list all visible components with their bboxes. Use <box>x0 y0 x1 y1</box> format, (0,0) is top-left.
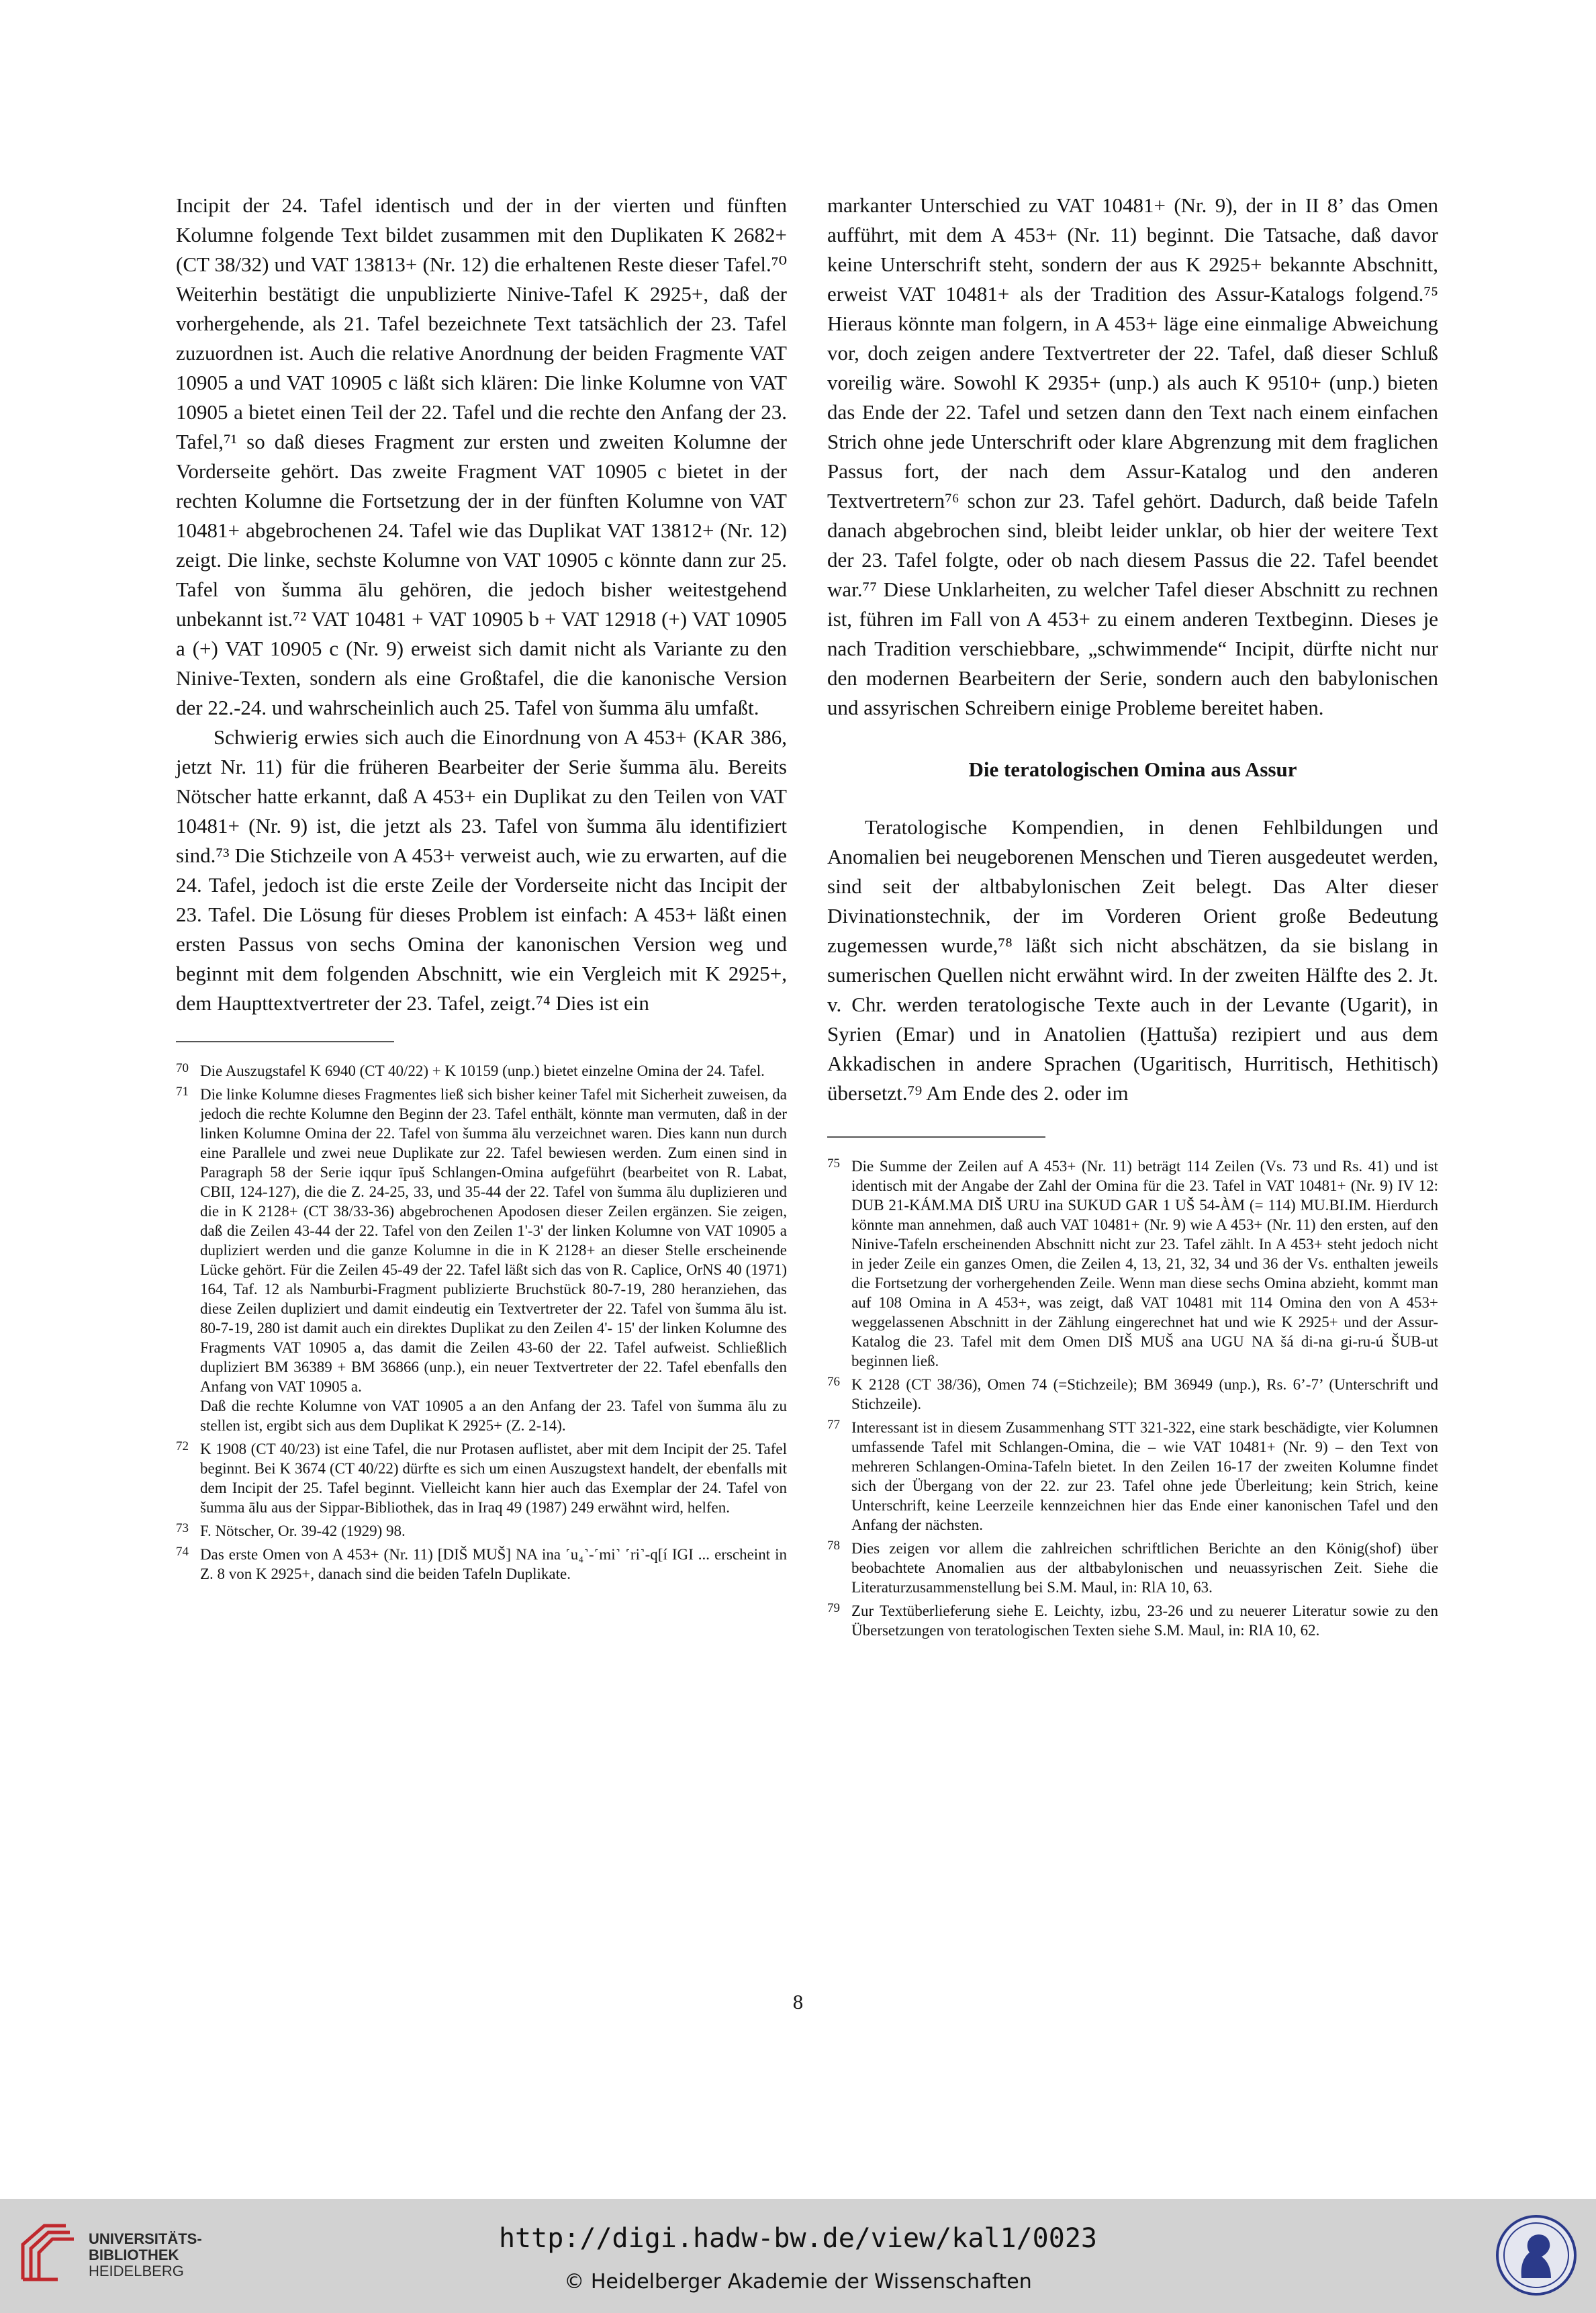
footnote <box>827 1539 1438 1597</box>
academy-seal[interactable] <box>1495 2214 1578 2300</box>
footnote-number: 71 <box>176 1085 189 1099</box>
logo-line: BIBLIOTHEK <box>89 2247 179 2263</box>
footnote-text: Zur Textüberlieferung siehe E. Leichty, izbu, 23-26 und zu neuerer Literatur sowie zu den Übersetzungen von teratologischen Texten siehe S.M. Maul, in: RlA 10, 62. <box>851 1602 1438 1639</box>
footnote-number: 78 <box>827 1539 840 1553</box>
footnote-text: Dies zeigen vor allem die zahlreichen schriftlichen Berichte an den König(shof) über beobachtete Anomalien aus der altbabylonischen und neuassyrischen Zeit. Siehe die Literaturzusammenstellung bei S.M. Maul, in: RlA 10, 63. <box>851 1540 1438 1596</box>
footer-copyright: © Heidelberger Akademie der Wissenschaften <box>564 2270 1032 2294</box>
left-column <box>176 191 787 1588</box>
footnote-text: Das erste Omen von A 453+ (Nr. 11) [DIŠ MUŠ] NA ina ˹u₄˺-˹mi˺ ˹ri˺-q[í IGI ... erscheint in Z. 8 von K 2925+, danach sind die beiden Tafeln Duplikate. <box>200 1546 787 1582</box>
footnote-text: K 2128 (CT 38/36), Omen 74 (=Stichzeile); BM 36949 (unp.), Rs. 6’-7’ (Unterschrift und Stichzeile). <box>851 1376 1438 1412</box>
footnote <box>176 1085 787 1435</box>
logo-line: HEIDELBERG <box>89 2263 184 2279</box>
footnote <box>827 1418 1438 1535</box>
footnote-number: 76 <box>827 1375 840 1389</box>
right-body <box>827 191 1438 1108</box>
footnote-number: 70 <box>176 1061 189 1075</box>
section-heading: Die teratologischen Omina aus Assur <box>968 758 1297 781</box>
footnote-number: 73 <box>176 1521 189 1535</box>
right-footnotes <box>827 1156 1438 1640</box>
footnote-number: 74 <box>176 1545 189 1559</box>
left-body <box>176 191 787 1018</box>
body-paragraph: Schwierig erwies sich auch die Einordnung von A 453+ (KAR 386, jetzt Nr. 11) für die früheren Bearbeiter der Serie šumma ālu. Bereits Nötscher hatte erkannt, daß A 453+ ein Duplikat zu den Teilen von VAT 10481+ (Nr. 9) ist, die jetzt als 23. Tafel von šumma ālu identifiziert sind.⁷³ Die Stichzeile von A 453+ verweist auch, wie zu erwarten, auf die 24. Tafel, jedoch ist die erste Zeile der Vorderseite nicht das Incipit der 23. Tafel. Die Lösung für dieses Problem ist einfach: A 453+ läßt einen ersten Passus von sechs Omina der kanonischen Version weg und beginnt mit dem folgenden Abschnitt, wie ein Vergleich mit K 2925+, dem Haupttextvertreter der 23. Tafel, zeigt.⁷⁴ Dies ist ein <box>176 725 787 1015</box>
left-footnotes <box>176 1061 787 1584</box>
footnote-number: 72 <box>176 1439 189 1453</box>
footnote <box>176 1545 787 1584</box>
footer-url-link[interactable]: http://digi.hadw-bw.de/view/kal1/0023 <box>498 2223 1098 2254</box>
footnote-text: K 1908 (CT 40/23) ist eine Tafel, die nur Protasen auflistet, aber mit dem Incipit der 25. Tafel beginnt. Bei K 3674 (CT 40/22) dürfte es sich um einen Auszugstext handelt, der ebenfalls mit dem Incipit der 25. Tafel beginnt. Vielleicht kann hier auch das Exemplar der 24. Tafel von šumma ālu aus der Sippar-Bibliothek, das in Iraq 49 (1987) 249 erwähnt wird, helfen. <box>200 1441 787 1516</box>
footnote-continuation: Daß die rechte Kolumne von VAT 10905 a an den Anfang der 23. Tafel von šumma ālu zu stellen ist, ergibt sich aus dem Duplikat K 2925+ (Z. 2-14). <box>200 1398 787 1434</box>
footnote <box>176 1521 787 1541</box>
footnote <box>176 1439 787 1517</box>
footnote <box>827 1375 1438 1414</box>
footnote-number: 79 <box>827 1601 840 1615</box>
footnote-text: Die Summe der Zeilen auf A 453+ (Nr. 11) beträgt 114 Zeilen (Vs. 73 und Rs. 41) und ist identisch mit der Angabe der Zahl der Omina für die 23. Tafel in VAT 10481+ (Nr. 9) IV 12: DUB 21-KÁM.MA DIŠ URU ina SUKUD GAR 1 UŠ 54-ÀM (= 114) MU.BI.IM. Hierdurch könnte man annehmen, daß auch VAT 10481+ (Nr. 9) wie A 453+ (Nr. 11) den ersten, auf den Ninive-Tafeln erscheinenden Abschnitt nicht zur 23. Tafel zählt. In A 453+ steht jedoch nicht in jeder Zeile ein ganzes Omen, die Zeilen 4, 13, 21, 32, 34 und 36 der Vs. enthalten jeweils die Fortsetzung der vorhergehenden Zeile. Wenn man diese sechs Omina abzieht, kommt man auf 108 Omina in A 453+, was zeigt, daß VAT 10481 mit 114 Omina den von A 453+ weggelassenen Abschnitt in der Zählung eingerechnet hat und wie K 2925+ und der Assur-Katalog die 23. Tafel mit dem Omen DIŠ MUŠ ana UGU NA šá di-na gi-ru-ú ŠUB-ut beginnen ließ. <box>851 1158 1438 1369</box>
logo-line: UNIVERSITÄTS- <box>89 2230 202 2247</box>
footnote-text: F. Nötscher, Or. 39-42 (1929) 98. <box>200 1523 406 1539</box>
footer-bar <box>0 2199 1596 2313</box>
footnote <box>176 1061 787 1081</box>
footnote <box>827 1156 1438 1371</box>
body-paragraph: Incipit der 24. Tafel identisch und der in der vierten und fünften Kolumne folgende Text bildet zusammen mit den Duplikaten K 2682+ (CT 38/32) und VAT 13813+ (Nr. 12) die erhaltenen Reste dieser Tafel.⁷⁰ Weiterhin bestätigt die unpublizierte Ninive-Tafel K 2925+, daß der vorhergehende, als 21. Tafel bezeichnete Text tatsächlich der 23. Tafel zuzuordnen ist. Auch die relative Anordnung der beiden Fragmente VAT 10905 a und VAT 10905 c läßt sich klären: Die linke Kolumne von VAT 10905 a bietet einen Teil der 22. Tafel und die rechte den Anfang der 23. Tafel,⁷¹ so daß dieses Fragment zur ersten und zweiten Kolumne der Vorderseite gehört. Das zweite Fragment VAT 10905 c bietet in der rechten Kolumne die Fortsetzung der in der fünften Kolumne von VAT 10481+ abgebrochenen 24. Tafel wie das Duplikat VAT 13812+ (Nr. 12) zeigt. Die linke, sechste Kolumne von VAT 10905 c könnte dann zur 25. Tafel von šumma ālu gehören, die jedoch bisher weitestgehend unbekannt ist.⁷² VAT 10481 + VAT 10905 b + VAT 12918 (+) VAT 10905 a (+) VAT 10905 c (Nr. 9) erweist sich damit nicht als Variante zu den Ninive-Texten, sondern als eine Großtafel, die die kanonische Version der 22.-24. und wahrscheinlich auch 25. Tafel von šumma ālu umfaßt. <box>176 193 787 719</box>
footnote-text: Interessant ist in diesem Zusammenhang STT 321-322, eine stark beschädigte, vier Kolumnen umfassende Tafel mit Schlangen-Omina, die – wie VAT 10481+ (Nr. 9) – den Text von mehreren Schlangen-Omina-Tafeln bietet. In den Zeilen 16-17 der zweiten Kolumne findet sich der Übergang von der 22. zur 23. Tafel ohne jede Überleitung; kein Strich, keine Unterschrift, keine Leerzeile kennzeichnen hier das Ende einer kanonischen Tafel und den Anfang der nächsten. <box>851 1419 1438 1533</box>
academy-seal-icon <box>1495 2214 1578 2297</box>
footnote-text: Die Auszugstafel K 6940 (CT 40/22) + K 10159 (unp.) bietet einzelne Omina der 24. Tafel. <box>200 1062 765 1079</box>
footnote-number: 75 <box>827 1156 840 1171</box>
page-number: 8 <box>792 1990 804 2013</box>
footnote <box>827 1601 1438 1640</box>
body-paragraph: Teratologische Kompendien, in denen Fehlbildungen und Anomalien bei neugeborenen Menschen und Tieren ausgedeutet werden, sind seit der altbabylonischen Zeit belegt. Das Alter dieser Divinationstechnik, der im Vorderen Orient große Bedeutung zugemessen wurde,⁷⁸ läßt sich nicht abschätzen, da sie bislang in sumerischen Quellen nicht erwähnt wird. In der zweiten Hälfte des 2. Jt. v. Chr. werden teratologische Texte auch in der Levante (Ugarit), in Syrien (Emar) und in Anatolien (Ḫattuša) rezipiert und aus dem Akkadischen in andere Sprachen (Ugaritisch, Hurritisch, Hethitisch) übersetzt.⁷⁹ Am Ende des 2. oder im <box>827 815 1438 1105</box>
footnote-number: 77 <box>827 1418 840 1432</box>
body-paragraph: markanter Unterschied zu VAT 10481+ (Nr. 9), der in II 8’ das Omen aufführt, mit dem A 453+ (Nr. 11) beginnt. Die Tatsache, daß davor keine Unterschrift steht, sondern der aus K 2925+ bekannte Abschnitt, erweist VAT 10481+ als der Tradition des Assur-Katalogs folgend.⁷⁵ Hieraus könnte man folgern, in A 453+ läge eine einmalige Abweichung vor, doch zeigen andere Textvertreter der 22. Tafel, daß dieser Schluß voreilig wäre. Sowohl K 2935+ (unp.) als auch K 9510+ (unp.) bieten das Ende der 22. Tafel und setzen dann den Text nach einem einfachen Strich ohne jede Unterschrift oder klare Abgrenzung mit dem fraglichen Passus fort, der nach dem Assur-Katalog und den anderen Textvertretern⁷⁶ schon zur 23. Tafel gehört. Dadurch, daß beide Tafeln danach abgebrochen sind, bleibt leider unklar, ob hier der weitere Text der 23. Tafel folgte, oder ob nach diesem Passus die 22. Tafel beendet war.⁷⁷ Diese Unklarheiten, zu welcher Tafel dieser Abschnitt zu rechnen ist, führen im Fall von A 453+ zu einem anderen Textbeginn. Dieses je nach Tradition verschiebbare, „schwimmende“ Incipit, dürfte nicht nur den modernen Bearbeitern der Serie, sondern auch den babylonischen und assyrischen Schreibern einige Probleme bereitet haben. <box>827 193 1438 719</box>
footnote-text: Die linke Kolumne dieses Fragmentes ließ sich bisher keiner Tafel mit Sicherheit zuweisen, da jedoch die rechte Kolumne den Beginn der 23. Tafel enthält, könnte man vermuten, daß in der linken Kolumne Omina der 22. Tafel von šumma ālu verzeichnet waren. Dies kann nun durch eine Parallele und zwei neue Duplikate zur 22. Tafel bewiesen werden. Zum einen sind in Paragraph 58 der Serie iqqur īpuš Schlangen-Omina aufgeführt (bearbeitet von R. Labat, CBII, 124-127), die die Z. 24-25, 33, und 35-44 der 22. Tafel von šumma ālu duplizieren und die in K 2128+ (CT 38/33-36) abgebrochenen Apodosen dieser Zeilen ergänzen. Sie zeigen, daß die Zeilen 43-44 der 22. Tafel von den Zeilen 1'-3' der linken Kolumne von VAT 10905 a dupliziert werden und die ganze Kolumne in die in K 2128+ an dieser Stelle erscheinende Lücke gehört. Für die Zeilen 45-49 der 22. Tafel läßt sich das von R. Caplice, OrNS 40 (1971) 164, Taf. 12 als Namburbi-Fragment publizierte Bruchstück 80-7-19, 280 heranziehen, das diese Zeilen dupliziert und damit eindeutig ein Textvertreter der 22. Tafel von šumma ālu ist. 80-7-19, 280 ist damit auch ein direktes Duplikat zu den Zeilen 4'- 15' der linken Kolumne des Fragments VAT 10905 a, das damit die Zeilen 43-60 der 22. Tafel aufweist. Schließlich dupliziert BM 36389 + BM 36866 (unp.), ein neuer Textvertreter der 22. Tafel ebenfalls den Anfang von VAT 10905 a. <box>200 1086 787 1395</box>
right-column <box>827 191 1438 1644</box>
